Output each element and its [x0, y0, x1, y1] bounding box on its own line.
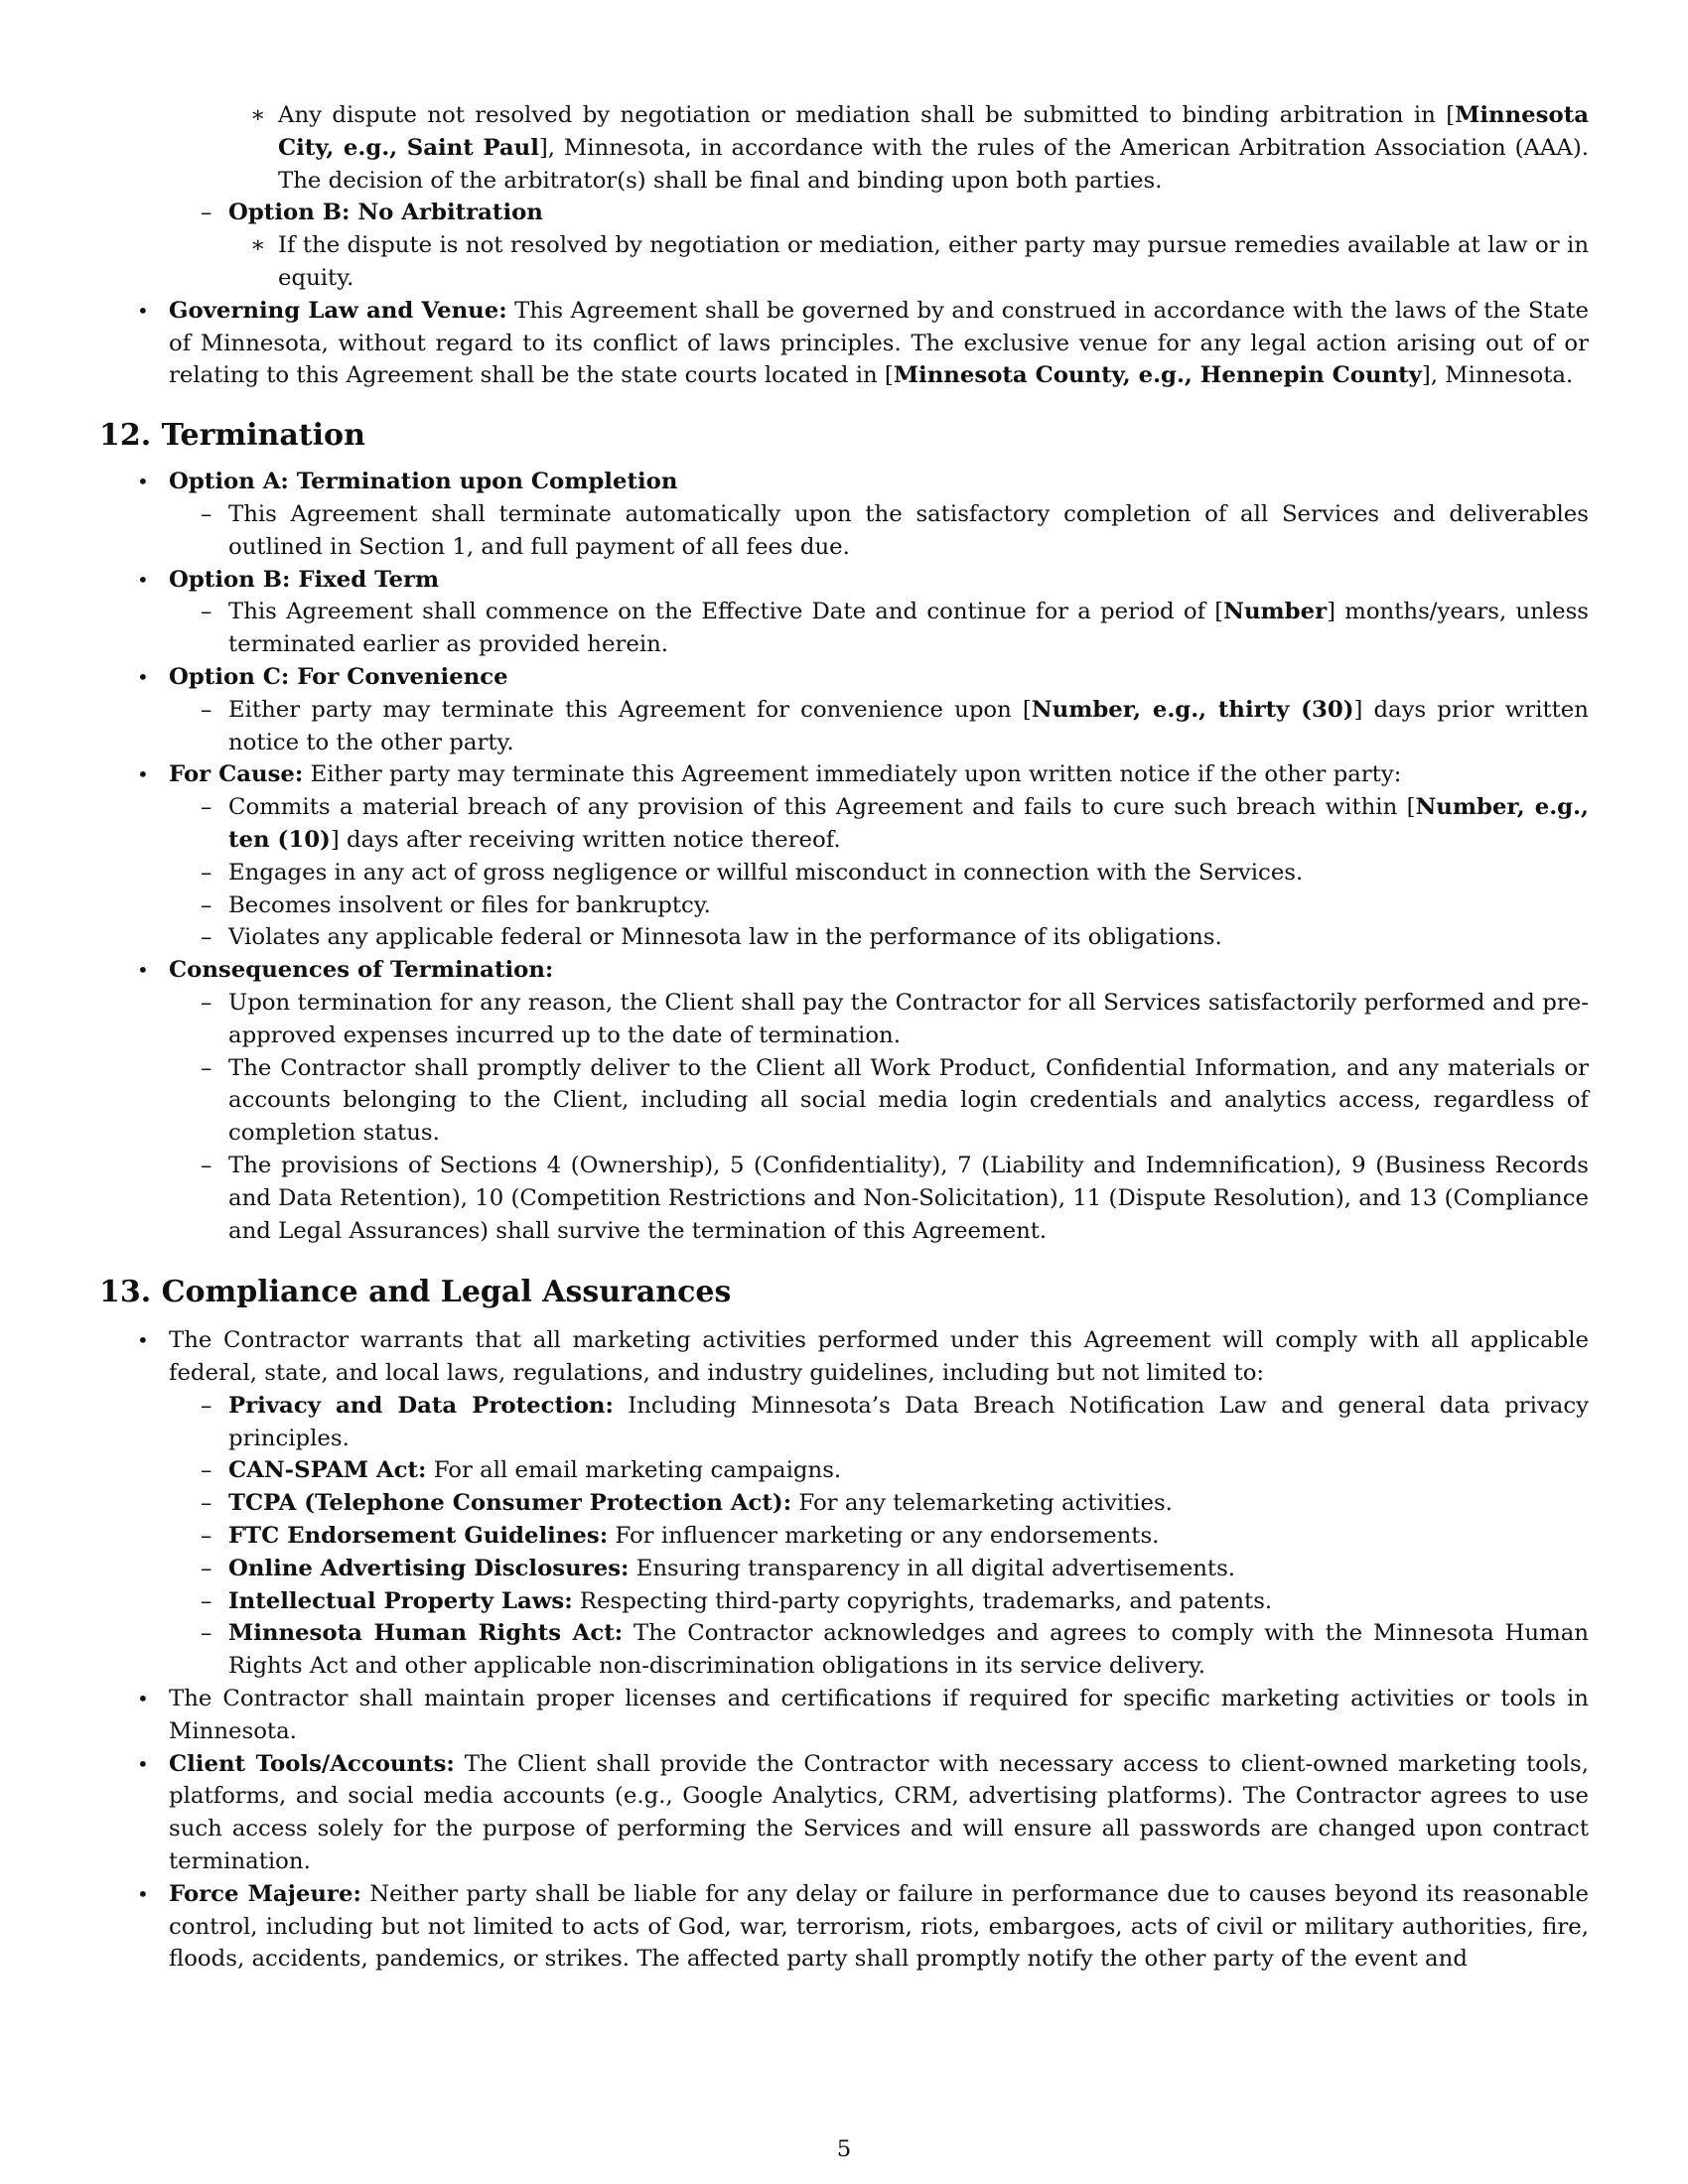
bullet-icon: •: [137, 1751, 149, 1776]
termination-option-c-detail: – Either party may terminate this Agreement for convenience upon [Number, e.g., thirty (30)] days prior written notice to the other party.: [99, 694, 1589, 759]
bullet-icon: •: [137, 958, 149, 983]
termination-option-b-detail: – This Agreement shall commence on the Effective Date and continue for a period of [Number] months/years, unless terminated earlier as provided herein.: [99, 596, 1589, 661]
bullet-icon: •: [137, 1328, 149, 1353]
asterisk-bullet-icon: ∗: [250, 232, 266, 259]
dash-bullet-icon: –: [201, 859, 212, 886]
dash-bullet-icon: –: [201, 794, 212, 821]
dash-bullet-icon: –: [201, 989, 212, 1016]
asterisk-bullet-icon: ∗: [250, 102, 266, 128]
dash-bullet-icon: –: [201, 1587, 212, 1614]
dash-bullet-icon: –: [201, 891, 212, 918]
section-12-heading: 12. Termination: [99, 418, 365, 454]
bullet-icon: •: [137, 470, 149, 494]
section-12-list: [99, 466, 1589, 1247]
law-item-ftc: – FTC Endorsement Guidelines: For influencer marketing or any endorsements.: [99, 1520, 1589, 1553]
bullet-icon: •: [137, 762, 149, 787]
client-tools-item: • Client Tools/Accounts: The Client shall provide the Contractor with necessary access to client-owned marketing tools, platforms, and social media accounts (e.g., Google Analytics, CRM, advertising platforms). The Contractor agrees to use such access solely for the purpose of performing the Services and will ensure all passwords are changed upon contract termination.: [99, 1748, 1589, 1878]
document-page: [99, 99, 1589, 1976]
dash-bullet-icon: –: [201, 1392, 212, 1419]
governing-law-item: • Governing Law and Venue: This Agreement shall be governed by and construed in accordance with the laws of the State of Minnesota, without regard to its conflict of laws principles. The exclusive venue for any legal action arising out of or relating to this Agreement shall be the state courts located in [Minnesota County, e.g., Hennepin County], Minnesota.: [99, 295, 1589, 392]
bullet-icon: •: [137, 664, 149, 689]
bullet-icon: •: [137, 298, 149, 323]
dash-bullet-icon: –: [201, 924, 212, 951]
law-item-privacy: – Privacy and Data Protection: Including Minnesota’s Data Breach Notification Law and general data privacy principles.: [99, 1390, 1589, 1455]
cause-item-law-violation: – Violates any applicable federal or Minnesota law in the performance of its obligations.: [99, 921, 1589, 954]
termination-for-cause: • For Cause: Either party may terminate this Agreement immediately upon written notice if the other party:: [99, 758, 1589, 791]
dash-bullet-icon: –: [201, 1555, 212, 1581]
dash-bullet-icon: –: [201, 1490, 212, 1517]
dash-bullet-icon: –: [201, 1457, 212, 1484]
dash-bullet-icon: –: [201, 500, 212, 527]
section-11-tail: [99, 99, 1589, 392]
cause-item-insolvency: – Becomes insolvent or files for bankruptcy.: [99, 889, 1589, 922]
dash-bullet-icon: –: [201, 696, 212, 723]
termination-option-a-detail: – This Agreement shall terminate automatically upon the satisfactory completion of all Services and deliverables outlined in Section 1, and full payment of all fees due.: [99, 498, 1589, 564]
dash-bullet-icon: –: [201, 1620, 212, 1647]
compliance-intro: • The Contractor warrants that all marketing activities performed under this Agreement will comply with all applicable federal, state, and local laws, regulations, and industry guidelines, including but not limited to:: [99, 1324, 1589, 1390]
section-13-list: [99, 1324, 1589, 1976]
consequence-item-delivery: – The Contractor shall promptly deliver to the Client all Work Product, Confidential Information, and any materials or accounts belonging to the Client, including all social media login credentials and analytics access, regardless of completion status.: [99, 1052, 1589, 1150]
dash-bullet-icon: –: [201, 200, 212, 226]
bullet-icon: •: [137, 567, 149, 592]
licenses-item: • The Contractor shall maintain proper licenses and certifications if required for specific marketing activities or tools in Minnesota.: [99, 1683, 1589, 1748]
arbitration-option-b-detail: ∗ If the dispute is not resolved by negotiation or mediation, either party may pursue remedies available at law or in equity.: [99, 229, 1589, 295]
arbitration-option-b-title: – Option B: No Arbitration: [99, 197, 1589, 229]
section-13-heading: 13. Compliance and Legal Assurances: [99, 1275, 732, 1310]
dash-bullet-icon: –: [201, 1054, 212, 1081]
termination-option-a: • Option A: Termination upon Completion: [99, 466, 1589, 498]
law-item-intellectual-property: – Intellectual Property Laws: Respecting third-party copyrights, trademarks, and patents.: [99, 1585, 1589, 1618]
consequence-item-survival: – The provisions of Sections 4 (Ownership), 5 (Confidentiality), 7 (Liability and Indemnification), 9 (Business Records and Data Retention), 10 (Competition Restrictions and Non-Solicitation), 11 (Dispute Resolution), and 13 (Compliance and Legal Assurances) shall survive the termination of this Agreement.: [99, 1150, 1589, 1247]
dash-bullet-icon: –: [201, 1523, 212, 1550]
termination-option-b: • Option B: Fixed Term: [99, 564, 1589, 597]
bullet-icon: •: [137, 1881, 149, 1906]
consequences-of-termination: • Consequences of Termination:: [99, 954, 1589, 987]
law-item-online-advertising: – Online Advertising Disclosures: Ensuring transparency in all digital advertisements.: [99, 1553, 1589, 1585]
cause-item-breach: – Commits a material breach of any provision of this Agreement and fails to cure such breach within [Number, e.g., ten (10)] days after receiving written notice thereof.: [99, 791, 1589, 857]
cause-item-negligence: – Engages in any act of gross negligence or willful misconduct in connection with the Services.: [99, 857, 1589, 889]
termination-option-c: • Option C: For Convenience: [99, 661, 1589, 694]
law-item-can-spam: – CAN-SPAM Act: For all email marketing campaigns.: [99, 1454, 1589, 1487]
consequence-item-payment: – Upon termination for any reason, the Client shall pay the Contractor for all Services satisfactorily performed and pre-approved expenses incurred up to the date of termination.: [99, 987, 1589, 1052]
bullet-icon: •: [137, 1687, 149, 1711]
dash-bullet-icon: –: [201, 1152, 212, 1178]
dash-bullet-icon: –: [201, 599, 212, 625]
law-item-tcpa: – TCPA (Telephone Consumer Protection Act): For any telemarketing activities.: [99, 1487, 1589, 1520]
arbitration-option-a-detail: ∗ Any dispute not resolved by negotiation or mediation shall be submitted to binding arbitration in [Minnesota City, e.g., Saint Paul], Minnesota, in accordance with the rules of the American Arbitration Association (AAA). The decision of the arbitrator(s) shall be final and binding upon both parties.: [99, 99, 1589, 197]
law-item-human-rights: – Minnesota Human Rights Act: The Contractor acknowledges and agrees to comply with the Minnesota Human Rights Act and other applicable non-discrimination obligations in its service delivery.: [99, 1617, 1589, 1683]
page-number: 5: [836, 2136, 852, 2162]
force-majeure-item: • Force Majeure: Neither party shall be liable for any delay or failure in performance due to causes beyond its reasonable control, including but not limited to acts of God, war, terrorism, riots, embargoes, acts of civil or military authorities, fire, floods, accidents, pandemics, or strikes. The affected party shall promptly notify the other party of the event and: [99, 1878, 1589, 1976]
